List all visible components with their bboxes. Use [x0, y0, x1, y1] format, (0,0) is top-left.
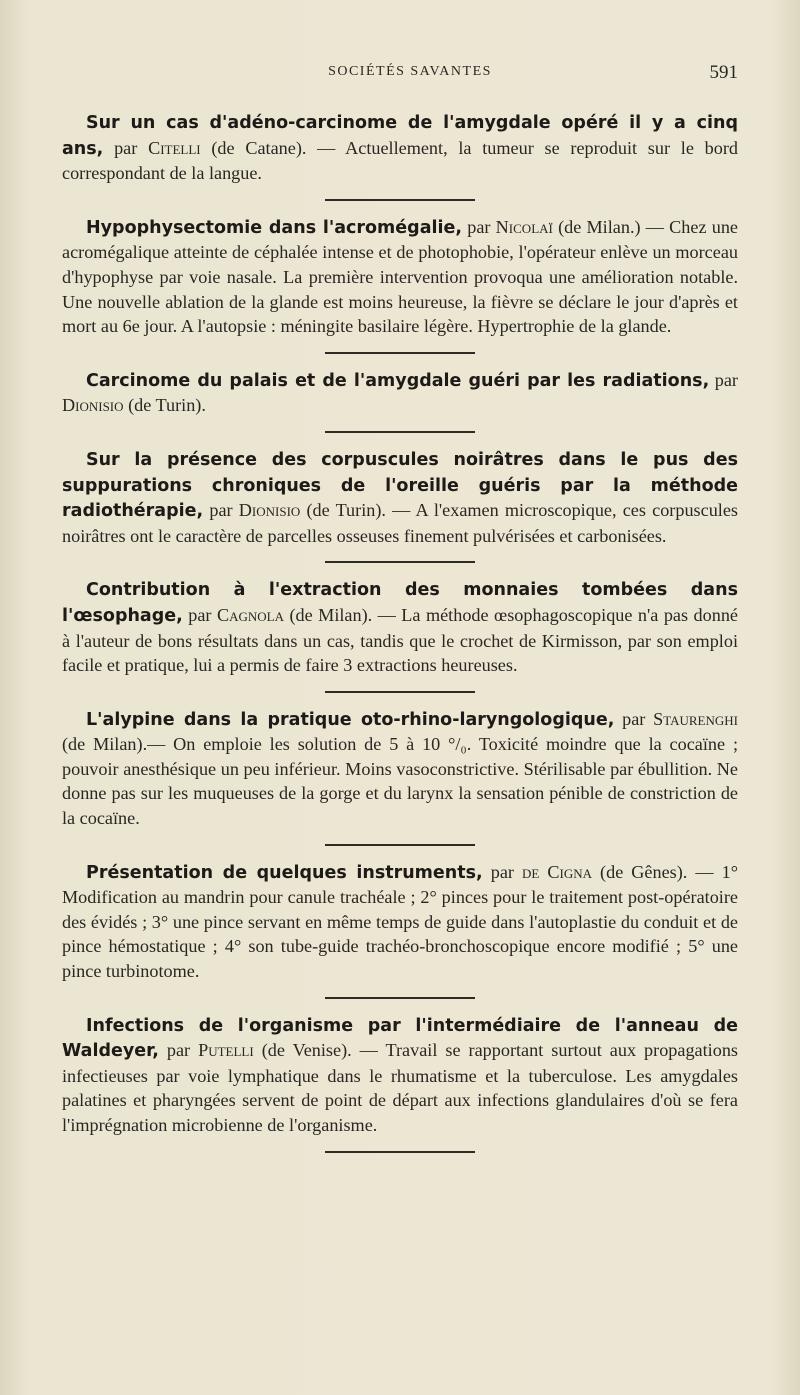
separator-rule [325, 691, 475, 693]
separator-rule [325, 561, 475, 563]
entry-title: Sur un cas d'adéno-carcinome de l'amygdale opéré il y a cinq ans, [62, 113, 738, 159]
article-list [62, 110, 738, 1167]
entry-body: (de Catane). — Actuellement, la tumeur se reproduit sur le bord correspondant de la langue. [62, 137, 738, 184]
entry-title: L'alypine dans la pratique oto-rhino-laryngologique, [86, 709, 615, 730]
entry-title: Présentation de quelques instruments, [86, 862, 483, 883]
entry-by: par [103, 137, 149, 158]
entry-title: Hypophysectomie dans l'acromégalie, [86, 217, 463, 238]
entry-author: Staurenghi [653, 708, 738, 729]
entry-body: (de Turin). — A l'examen microscopique, ces corpuscules noirâtres ont le caractère de parcelles osseuses finement pulvérisées et carbonisées. [62, 500, 738, 546]
entry-monnaies [62, 577, 738, 677]
entry-author: Dionisio [62, 395, 124, 416]
separator-rule [325, 1151, 475, 1153]
separator-rule [325, 199, 475, 201]
entry-author: Cagnola [216, 604, 284, 625]
page-number: 591 [709, 62, 738, 83]
entry-alypine [62, 707, 738, 831]
entry-author: Nicolaï [495, 216, 553, 237]
entry-body: (de Turin). [123, 395, 206, 416]
entry-by: par [709, 369, 738, 390]
entry-adeno-carcinome [62, 110, 738, 186]
entry-by: par [482, 861, 522, 882]
entry-body: (de Gênes). — 1° Modification au mandrin pour canule trachéale ; 2° pinces pour le traitement post-opératoire des évidés ; 3° une pince servant en même temps de guide dans l'autoplastie du conduit et de pince hémostatique ; 4° son tube-guide trachéo-bronchoscopique encore modifié ; 5° une pince turbinotome. [62, 861, 738, 982]
entry-by: par [203, 500, 239, 521]
page-header [0, 62, 800, 88]
entry-body: (de Milan). — La méthode œsophagoscopique n'a pas donné à l'auteur de bons résultats dans un cas, tandis que le crochet de Kirmisson, par son emploi facile et pratique, lui a permis de faire 3 extractions heureuses. [62, 604, 738, 676]
entry-by: par [462, 216, 496, 237]
separator-rule [325, 997, 475, 999]
entry-corpuscules [62, 447, 738, 548]
separator-rule [325, 431, 475, 433]
entry-body: (de Milan).— On emploie les solution de 5 à 10 °/₀. Toxicité moindre que la cocaïne ; pouvoir anesthésique un peu inférieur. Moins vasoconstrictive. Stérilisable par ébullition. Ne donne pas sur les muqueuses de la gorge et du larynx la sensation pénible de constriction de la cocaïne. [62, 734, 738, 829]
entry-title: Carcinome du palais et de l'amygdale guéri par les radiations, [86, 370, 710, 391]
entry-title: Contribution à l'extraction des monnaies tombées dans l'œsophage, [62, 580, 738, 626]
entry-by: par [614, 708, 654, 729]
entry-body: (de Milan.) — Chez une acromégalique atteinte de céphalée intense et de photophobie, l'opérateur enlève un morceau d'hypophyse par voie nasale. La première intervention provoqua une amélioration notable. Une nouvelle ablation de la glande est moins heureuse, la fièvre se déclare le jour d'après et mort au 6e jour. A l'autopsie : méningite basilaire légère. Hypertrophie de la glande. [62, 216, 738, 337]
entry-hypophysectomie [62, 215, 738, 339]
entry-instruments [62, 860, 738, 984]
entry-author: Citelli [148, 137, 201, 158]
entry-by: par [182, 604, 217, 625]
entry-author: Putelli [198, 1040, 254, 1061]
entry-infections [62, 1013, 738, 1138]
entry-title: Sur la présence des corpuscules noirâtres dans le pus des suppurations chroniques de l'oreille guéris par la méthode radiothérapie, [62, 449, 738, 522]
entry-author: Dionisio [238, 500, 301, 521]
entry-by: par [158, 1040, 199, 1061]
running-head: SOCIÉTÉS SAVANTES [328, 64, 492, 79]
entry-body: (de Venise). — Travail se rapportant surtout aux propagations infectieuses par voie lymphatique dans le rhumatisme et la tuberculose. Les amygdales palatines et pharyngées servent de point de départ aux infections glandulaires d'où se fera l'imprégnation microbienne de l'organisme. [62, 1040, 738, 1135]
separator-rule [325, 844, 475, 846]
entry-author: de Cigna [522, 861, 592, 882]
separator-rule [325, 352, 475, 354]
entry-carcinome-palais [62, 368, 738, 418]
entry-title: Infections de l'organisme par l'intermédiaire de l'anneau de Waldeyer, [62, 1015, 738, 1062]
